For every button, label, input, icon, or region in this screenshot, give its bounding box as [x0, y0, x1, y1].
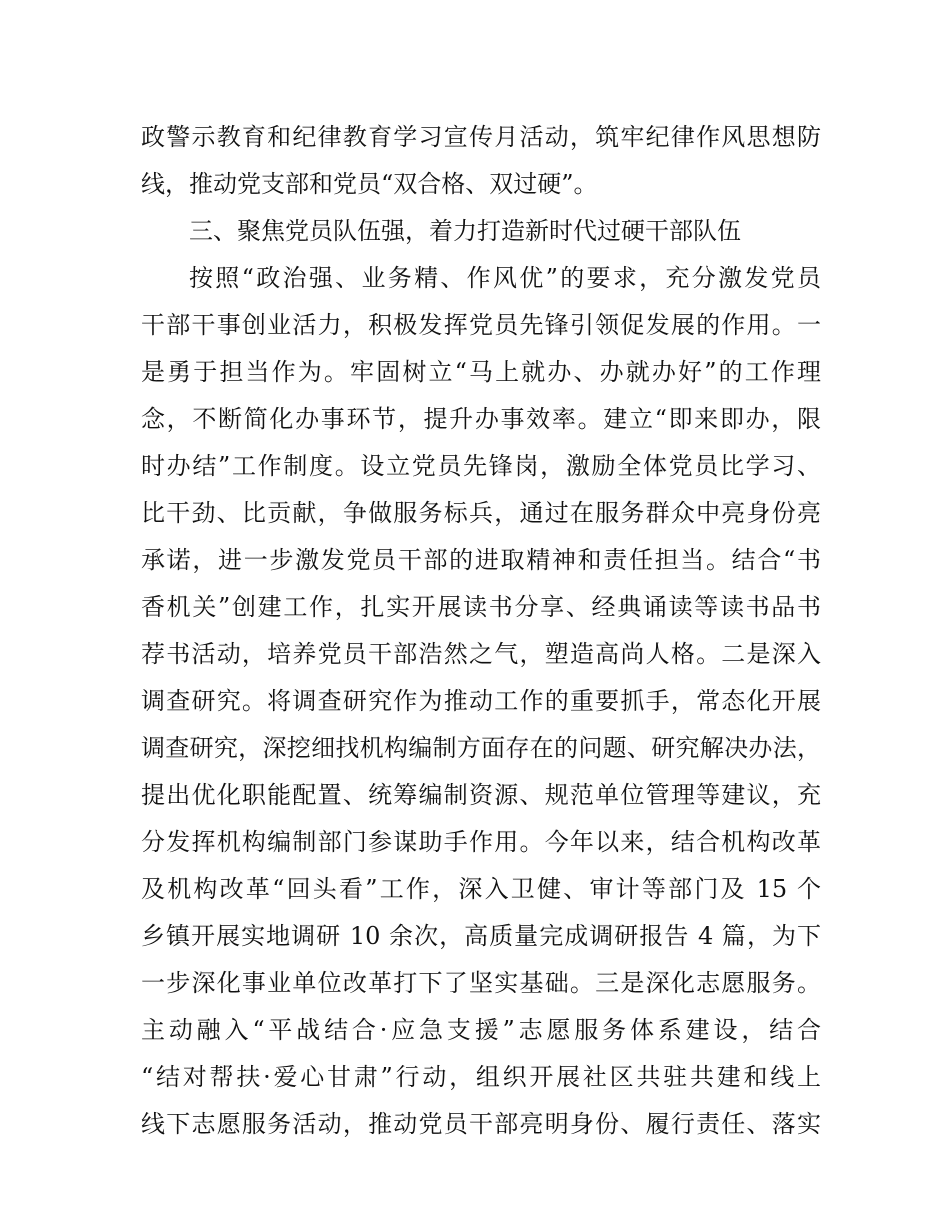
text-line: 及机构改革“回头看”工作，深入卫健、审计等部门及 15 个 [141, 875, 821, 903]
text-line: 干部干事创业活力，积极发挥党员先锋引领促发展的作用。一 [141, 311, 821, 339]
text-line: 一步深化事业单位改革打下了坚实基础。三是深化志愿服务。 [141, 969, 821, 997]
text-line: 线，推动党支部和党员“双合格、双过硬”。 [141, 170, 598, 198]
text-line: 调查研究。将调查研究作为推动工作的重要抓手，常态化开展 [141, 687, 821, 715]
text-line: 承诺，进一步激发党员干部的进取精神和责任担当。结合“书 [141, 546, 821, 574]
text-line: 乡镇开展实地调研 10 余次，高质量完成调研报告 4 篇，为下 [141, 922, 821, 950]
text-line: 比干劲、比贡献，争做服务标兵，通过在服务群众中亮身份亮 [141, 499, 821, 527]
text-line: 荐书活动，培养党员干部浩然之气，塑造高尚人格。二是深入 [141, 640, 821, 668]
text-line: “结对帮扶·爱心甘肃”行动，组织开展社区共驻共建和线上 [141, 1063, 821, 1091]
text-line: 线下志愿服务活动，推动党员干部亮明身份、履行责任、落实 [141, 1110, 821, 1138]
text-line: 香机关”创建工作，扎实开展读书分享、经典诵读等读书品书 [141, 593, 821, 621]
text-line: 时办结”工作制度。设立党员先锋岗，激励全体党员比学习、 [141, 452, 821, 480]
text-line: 念，不断简化办事环节，提升办事效率。建立“即来即办，限 [141, 405, 821, 433]
paragraph-first-line: 按照“政治强、业务精、作风优”的要求，充分激发党员 [189, 264, 821, 292]
text-line: 分发挥机构编制部门参谋助手作用。今年以来，结合机构改革 [141, 828, 821, 856]
section-heading: 三、聚焦党员队伍强，着力打造新时代过硬干部队伍 [189, 217, 741, 245]
text-line: 是勇于担当作为。牢固树立“马上就办、办就办好”的工作理 [141, 358, 821, 386]
document-body [141, 114, 821, 1148]
text-line: 提出优化职能配置、统筹编制资源、规范单位管理等建议，充 [141, 781, 821, 809]
text-line: 调查研究，深挖细找机构编制方面存在的问题、研究解决办法， [141, 734, 821, 762]
text-line: 政警示教育和纪律教育学习宣传月活动，筑牢纪律作风思想防 [141, 123, 821, 151]
text-line: 主动融入“平战结合·应急支援”志愿服务体系建设，结合 [141, 1016, 821, 1044]
